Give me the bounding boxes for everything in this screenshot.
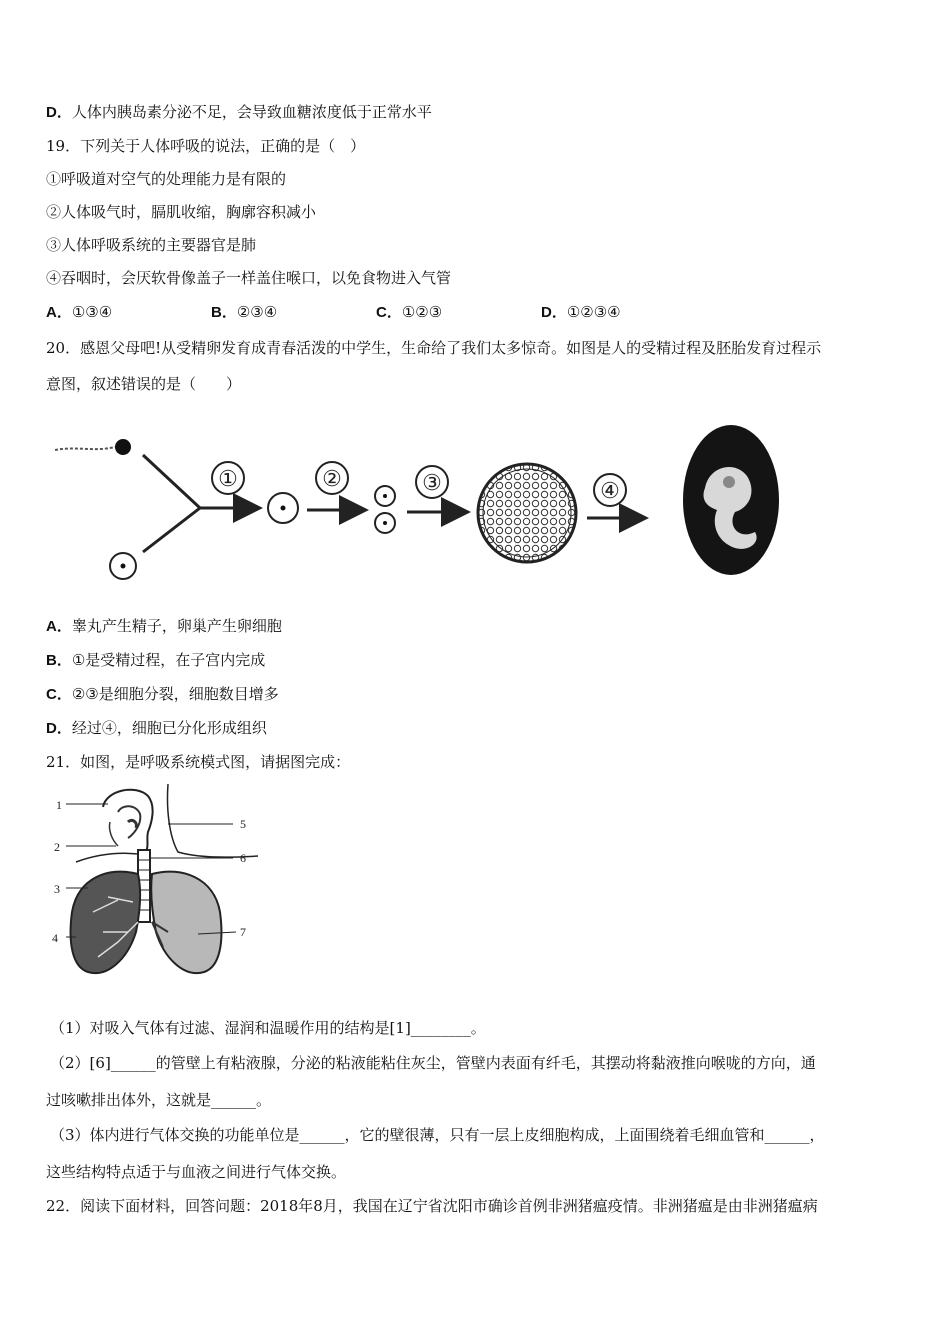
- q22-stem: 22．阅读下面材料，回答问题：2018年8月，我国在辽宁省沈阳市确诊首例非洲猪瘟疫情。非洲猪瘟是由非洲猪瘟病: [46, 1197, 818, 1215]
- cell-mass: [478, 464, 576, 562]
- figure-label-1: ①: [218, 466, 238, 491]
- resp-label-6: 6: [240, 851, 246, 865]
- q20-option-a: A．睾丸产生精子，卵巢产生卵细胞: [46, 617, 282, 635]
- q19-options: [46, 302, 706, 323]
- q19-statement-1: ①呼吸道对空气的处理能力是有限的: [46, 170, 287, 188]
- q21-sub3-line1: （3）体内进行气体交换的功能单位是______，它的壁很薄，只有一层上皮细胞构成，上面围绕着毛细血管和______，: [50, 1126, 825, 1144]
- q20-stem-line2: 意图，叙述错误的是（ ）: [46, 375, 242, 393]
- q20-stem-line1: 20．感恩父母吧!从受精卵发育成青春活泼的中学生，生命给了我们太多惊奇。如图是人的受精过程及胚胎发育过程示: [46, 339, 822, 357]
- figure-label-4: ④: [600, 478, 620, 503]
- q19-option-d: D．①②③④: [541, 303, 621, 321]
- q19-option-c: C．①②③: [376, 303, 443, 321]
- resp-label-4: 4: [52, 931, 58, 945]
- sperm-tail: [55, 447, 115, 450]
- option-letter: D．: [46, 104, 72, 121]
- fertilization-development-figure: [45, 400, 790, 600]
- resp-label-7: 7: [240, 925, 246, 939]
- resp-label-5: 5: [240, 817, 246, 831]
- q19-statement-3: ③人体呼吸系统的主要器官是肺: [46, 236, 257, 254]
- q21-sub1: （1）对吸入气体有过滤、湿润和温暖作用的结构是[1]________。: [50, 1019, 486, 1037]
- q20-option-d: D．经过④，细胞已分化形成组织: [46, 719, 267, 737]
- figure-label-2: ②: [322, 466, 342, 491]
- q19-statement-2: ②人体吸气时，膈肌收缩，胸廓容积减小: [46, 203, 317, 221]
- q19-option-b: B．②③④: [211, 303, 278, 321]
- figure-label-3: ③: [422, 470, 442, 495]
- q21-sub2-line2: 过咳嗽排出体外，这就是______。: [46, 1091, 272, 1109]
- sperm-head: [115, 439, 131, 455]
- resp-label-1: 1: [56, 798, 62, 812]
- q21-sub3-line2: 这些结构特点适于与血液之间进行气体交换。: [46, 1163, 347, 1181]
- resp-label-2: 2: [54, 840, 60, 854]
- option-text: 人体内胰岛素分泌不足，会导致血糖浓度低于正常水平: [71, 103, 432, 121]
- q20-option-b: B．①是受精过程，在子宫内完成: [46, 651, 266, 669]
- resp-label-3: 3: [54, 882, 60, 896]
- q19-stem: 19．下列关于人体呼吸的说法，正确的是（ ）: [46, 137, 366, 155]
- q21-sub2-line1: （2）[6]______的管壁上有粘液腺，分泌的粘液能粘住灰尘，管壁内表面有纤毛，其摆动将黏液推向喉咙的方向，通: [50, 1054, 816, 1072]
- q21-stem: 21．如图，是呼吸系统模式图，请据图完成：: [46, 753, 351, 771]
- q20-option-c: C．②③是细胞分裂，细胞数目增多: [46, 685, 279, 703]
- respiratory-system-figure: [48, 782, 263, 987]
- q18-option-d: [46, 102, 432, 123]
- q19-statement-4: ④吞咽时，会厌软骨像盖子一样盖住喉口，以免食物进入气管: [46, 269, 452, 287]
- q19-option-a: A．①③④: [46, 303, 113, 321]
